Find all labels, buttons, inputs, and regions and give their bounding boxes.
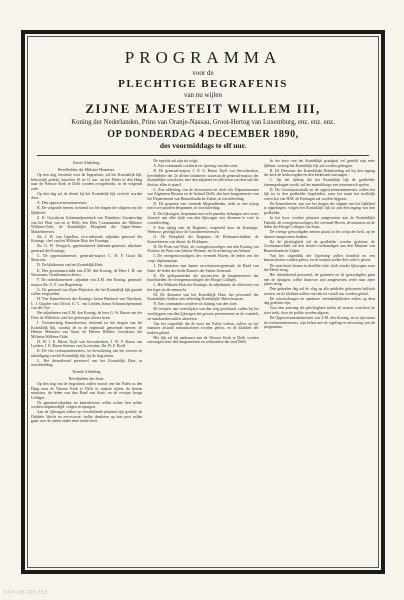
paragraph: Jhr. J. H. van Capellen, vice-admiraal, adjudant generaal des Konings, chef van het Militaire Huis des Konings. [31, 234, 143, 244]
paragraph: Op den dag van de begrafenis zullen vooraf van het Paleis in den Haag naar de Nieuwe Kerk te Delft in staatsie rijden: de heeren ministers, de leden van den Raad van State, en de overige hooge Colleges. [31, 382, 143, 400]
paragraph: A. Den opperceremoniemeester. [37, 201, 88, 206]
paragraph: Jhr. G. W. Verspyck, gepensioneerd luitenant-generaal, adjudant-generaal des Konings. [31, 244, 143, 253]
paragraph: I. Vierentwintig Kamerheeren, bestemd tot het dragen van het Koninklijk lijk, waarbij de in de regenzaal genoemde heeren; de Heeren Ministers van Staat, de Heeren Ridders Grootkruis der Militaire Willems-Orde. [31, 321, 143, 339]
text-columns [31, 159, 375, 566]
paragraph: D. De gezanten van vreemde Mogendheden, ieder in een rijtuig met twee paarden bespannen, in rouwkleeding. [147, 201, 259, 211]
paragraph: C. De opperstalmeester, generaal-majoor C. H. F. Graaf Du Monceau. [31, 253, 143, 263]
paragraph: Voor den aanvang der plechtigheid zullen de straten, waardoor de stoet trekt, door de politie worden afgezet. [263, 306, 375, 315]
paragraph: Het adjudanten van Z.M. den Koning, de heer G. W. Baron van der Does de Willebois, met het gestreepte zilvere kruis. [31, 311, 143, 320]
paragraph: Van het oogenblik der bijzetting zullen honderd en een kanonschoten worden gelost, en de troepen zullen drie salvo's geven. [263, 253, 375, 263]
paragraph: M. De dienaren van het Koninklijk Huis; het personeel der Koninklijke Stallen; een afdeeling Koninklijke Marechaussee. [147, 292, 259, 302]
paragraph: I. De vertegenwoordigers der vreemde Hoven; de leden van het corps diplomatique. [147, 254, 259, 263]
paragraph: Aan de lijkwagen zullen op verschillende plaatsen zijn gesteld: de Dubbele Wacht en eer-escorte, welke daarheen op hun post zullen gaan, met de vanen onder eene ronde stoet. [31, 410, 143, 424]
text-column-2 [147, 159, 258, 566]
heading-line-voor-de: voor de [192, 69, 214, 77]
heading-line-van-nu-wijlen: van nu wijlen [183, 91, 223, 99]
paragraph: K. De gedeputeerden der provinciën; de burgemeesters der hoofdsteden; de vertegenwoordigers der Hooge Colleges. [147, 273, 259, 283]
programme-heading [31, 48, 375, 150]
paragraph: B. De Directeur der Koninklijke Huishouding zal bij den ingang der kerk de kerkvoogden en den kerkeraad ontvangen. [263, 168, 375, 178]
paragraph: De schouwburgen en openbare vermakelijkheden zullen op dien dag gesloten zijn. [263, 296, 375, 306]
paragraph: H. Vier Kamerheeren des Konings: baron Bentinck van Nijenhuis, L. J. Quarles van Ufford, G. C. van Lynden, baron Schimmelpenninck van der Oye. [31, 297, 143, 311]
section-heading: Bevelhebber der Stoet. [68, 376, 105, 381]
paragraph: De overige genoodigden nemen plaats in het schip der kerk, op de daartoe aangewezen banken. [263, 230, 375, 239]
paragraph: B. De volgende heeren, bestemd tot het dragen der slippen van het lijkkleed: [31, 206, 143, 215]
heading-line-funeral: PLECHTIGE BEGRAFENIS [118, 78, 288, 90]
paragraph: K. De vier ceremoniemeesters, tot bevordering van het vervoer en inhuldiging van het Koninklijk lijk, bij de begrafenis. [31, 349, 143, 358]
funeral-date: OP DONDERDAG 4 DECEMBER 1890, [107, 129, 299, 140]
programme-title: PROGRAMMA [124, 48, 282, 67]
paragraph: N. Een commando cavalerie tot sluiting van den stoet. [153, 302, 238, 307]
paragraph: Van het oogenblik dat de stoet het Paleis verlaat, zullen op vijf minuten afstand minuutschoten worden gelost, en de klokken der kerken geluid. [147, 321, 259, 335]
paragraph: Den geheelen dag zal de vlag op alle publieke gebouwen halfstok waaien, en de klokken zullen van tien tot twaalf uur worden geluid. [263, 287, 375, 296]
king-titles: Koning der Nederlanden, Prins van Oranje-Nassau, Groot-Hertog van Luxemburg, enz. enz. enz. [71, 119, 335, 126]
paragraph: G. De Hoogheid der Regentes; de Hofmaarschalken; de Kamerheeren van dienst; de Hofdames. [147, 235, 259, 244]
paragraph: A. Een commando cavalerie ter opening van den stoet. [153, 164, 239, 169]
paragraph: E. De lijkwagen, bespannen met acht paarden, behangen met zwart fluweel; aan elke zijde van den lijkwagen vier dienaren te voet in rouwkleeding. [147, 211, 259, 225]
catalogue-number: RP-P-OB-105.753 [4, 590, 47, 596]
section-heading: Bevelhebber der Militaire Honneurs. [58, 167, 116, 172]
paragraph: F. De onderkamerheer, adjudant van Z.M. den Koning, generaal-majoor Jhr. G. F. van Hogendorp. [31, 278, 143, 287]
paragraph: In het koor van het Koninklijk praalgraf zal gesteld zijn eene lijkbaar, waarop het Koninklijk lijk zal worden gedragen. [263, 159, 375, 168]
paragraph: Na de plechtigheid zal de grafkelder worden gesloten; de Grootmaarschalk zal den sleutel overhandigen aan den Minister van Binnenlandsche Zaken. [263, 239, 375, 253]
paragraph: D. De Grootmaarschalk en de opperceremoniemeester zullen het lijk tot in den grafkelder begeleiden, waar het naast het stoffelijk overschot van H.M. de Koningin zal worden bijgezet. [263, 187, 375, 201]
paragraph: Z. K. Grootkruis Schimmelpenninck van Nijenhuis; Gezantschap van het Huis van en te Delft; den Heer Commandant der Militaire Willems-Orde; de Koninklijke Hoogheid der Opper-Staats-Mantelmeester. [31, 216, 143, 234]
paragraph: Op den dag zal de dienst bij het Koninklijk lijk verricht worden door: [31, 191, 143, 201]
paragraph: H. W. J. E. Baron Tuyll van Serooskerken, J. W. F. Baron van Lynden, J. E. Baron Sirtema van Grovestins, Jhr. W. F. Roell. [31, 339, 143, 349]
paragraph: In het koor worden plaatsen aangewezen aan de Koninklijke Familie, de vertegenwoordigers der vreemde Hoven, de ministers en de leden der Hooge Colleges van Staat. [263, 216, 375, 230]
paragraph: J. De ministers met hunne secretarissen-generaal; de Raad van State; de leden der beide Kamers der Staten-Generaal. [147, 264, 259, 273]
paragraph: De generaal-adjudant en kamerheeren welke achter hen zullen worden uitgenoodigd, volgen in rijtuigen. [31, 400, 143, 410]
paragraph: G. De generaal van Zijne Majesteit, die het Koninklijk lijk gaande zullen vergezellen. [31, 287, 143, 297]
paragraph: De Kamerheeren, aan wie het dragen der slippen van het lijkkleed is opgedragen, volgen het Koninklijk lijk tot aan den ingang van den grafkelder. [263, 201, 375, 216]
paragraph: E. Den grootmaarschalk van Z.M. den Koning, de Heer J. H. van Wassenaer, Gentleman in dienst. [31, 268, 143, 278]
paragraph: D. De lijkdienaar van het Koninklijk Huis. [37, 263, 104, 268]
paragraph: Het dienstdoend personeel, de gezanten en de genoodigden gaan met de rijtuigen, welke daarvoor zijn aangewezen, ieder naar zijne plaats terug. [263, 273, 375, 287]
paragraph: C. Een afdeeling van de directeuren en chefs der Departementen van Algemeen Bestuur en de hofstad Delft; den heer burgemeester van het Departement van Binnenlandsche Zaken, in rouwkleeding. [147, 187, 259, 201]
paragraph: De troepen, aan weerszijden van den weg geschaard, zullen bij het voorbijgaan van den lijkwagen het geweer presenteeren en de vaandels en standaarden zullen salueeren. [147, 307, 259, 321]
mourning-border-frame [21, 30, 385, 574]
paragraph: De stoet keert daarna in dezelfde orde, doch zonder lijkwagen, naar het Paleis terug. [263, 263, 375, 273]
paragraph: De optocht zal zijn als volgt: [153, 159, 199, 163]
section-heading: Eerste Afdeeling. [73, 161, 101, 165]
paragraph: Op den dag, bestemd voor de begrafenis, zal het Koninklijk lijk, behoorlijk gedekt, tusschen 10 en 11 uur, uit het Paleis in den Haag naar de Nieuwe Kerk te Delft worden overgebracht, in de volgende orde: [31, 173, 143, 191]
paragraph: C. Op het tijdstip dat het Koninklijk lijk de grafkelder binnengedragen wordt, zal het muziekkorps een treurmarsch spelen. [263, 178, 375, 187]
text-column-3 [264, 159, 375, 566]
text-column-1 [31, 159, 142, 566]
heading-divider [37, 155, 369, 156]
funeral-time: des voormiddags te elf uur. [159, 141, 247, 150]
king-name: ZIJNE MAJESTEIT WILLEM III, [85, 101, 321, 116]
paragraph: B. De generaal-majoor J. N. A. Baron Tuyll van Serooskerken, bevelhebber der 2e divisie infanterie, waarvan de generaal-majoor der Koninklijke rouwkoets, met den adjudant en officieren van den staf der divisie, allen te paard. [147, 169, 259, 187]
paragraph: L. Het Militaire Huis des Konings; de adjudanten; de officieren van het leger en de zeemacht. [147, 283, 259, 292]
paragraph: Het lijk zal bij aankomst aan de Nieuwe Kerk te Delft worden ontvangen door den burgemeester en wethouders der stad Delft. [147, 335, 259, 345]
paragraph: De Opperceremoniemeester van Z.M. den Koning, en in zijn naam de ceremoniemeesters, zijn belast met de regeling en uitvoering van dit programma. [263, 316, 375, 330]
paragraph: L. Het dienstdoend personeel van het Koninklijk Huis, in rouwkleeding. [31, 358, 143, 368]
paragraph: F. Een rijtuig met de Regentes, vergezeld door de Koningin-Weduwe, gevolgd door de Grootmeesteressen. [147, 225, 259, 235]
paragraph: H. De Prins van Wied, als vertegenwoordiger van den Koning van Pruisen; de Prins van Saksen-Weimar; de Groothertog van Saksen. [147, 244, 259, 254]
section-heading: Tweede Afdeeling. [72, 370, 102, 375]
